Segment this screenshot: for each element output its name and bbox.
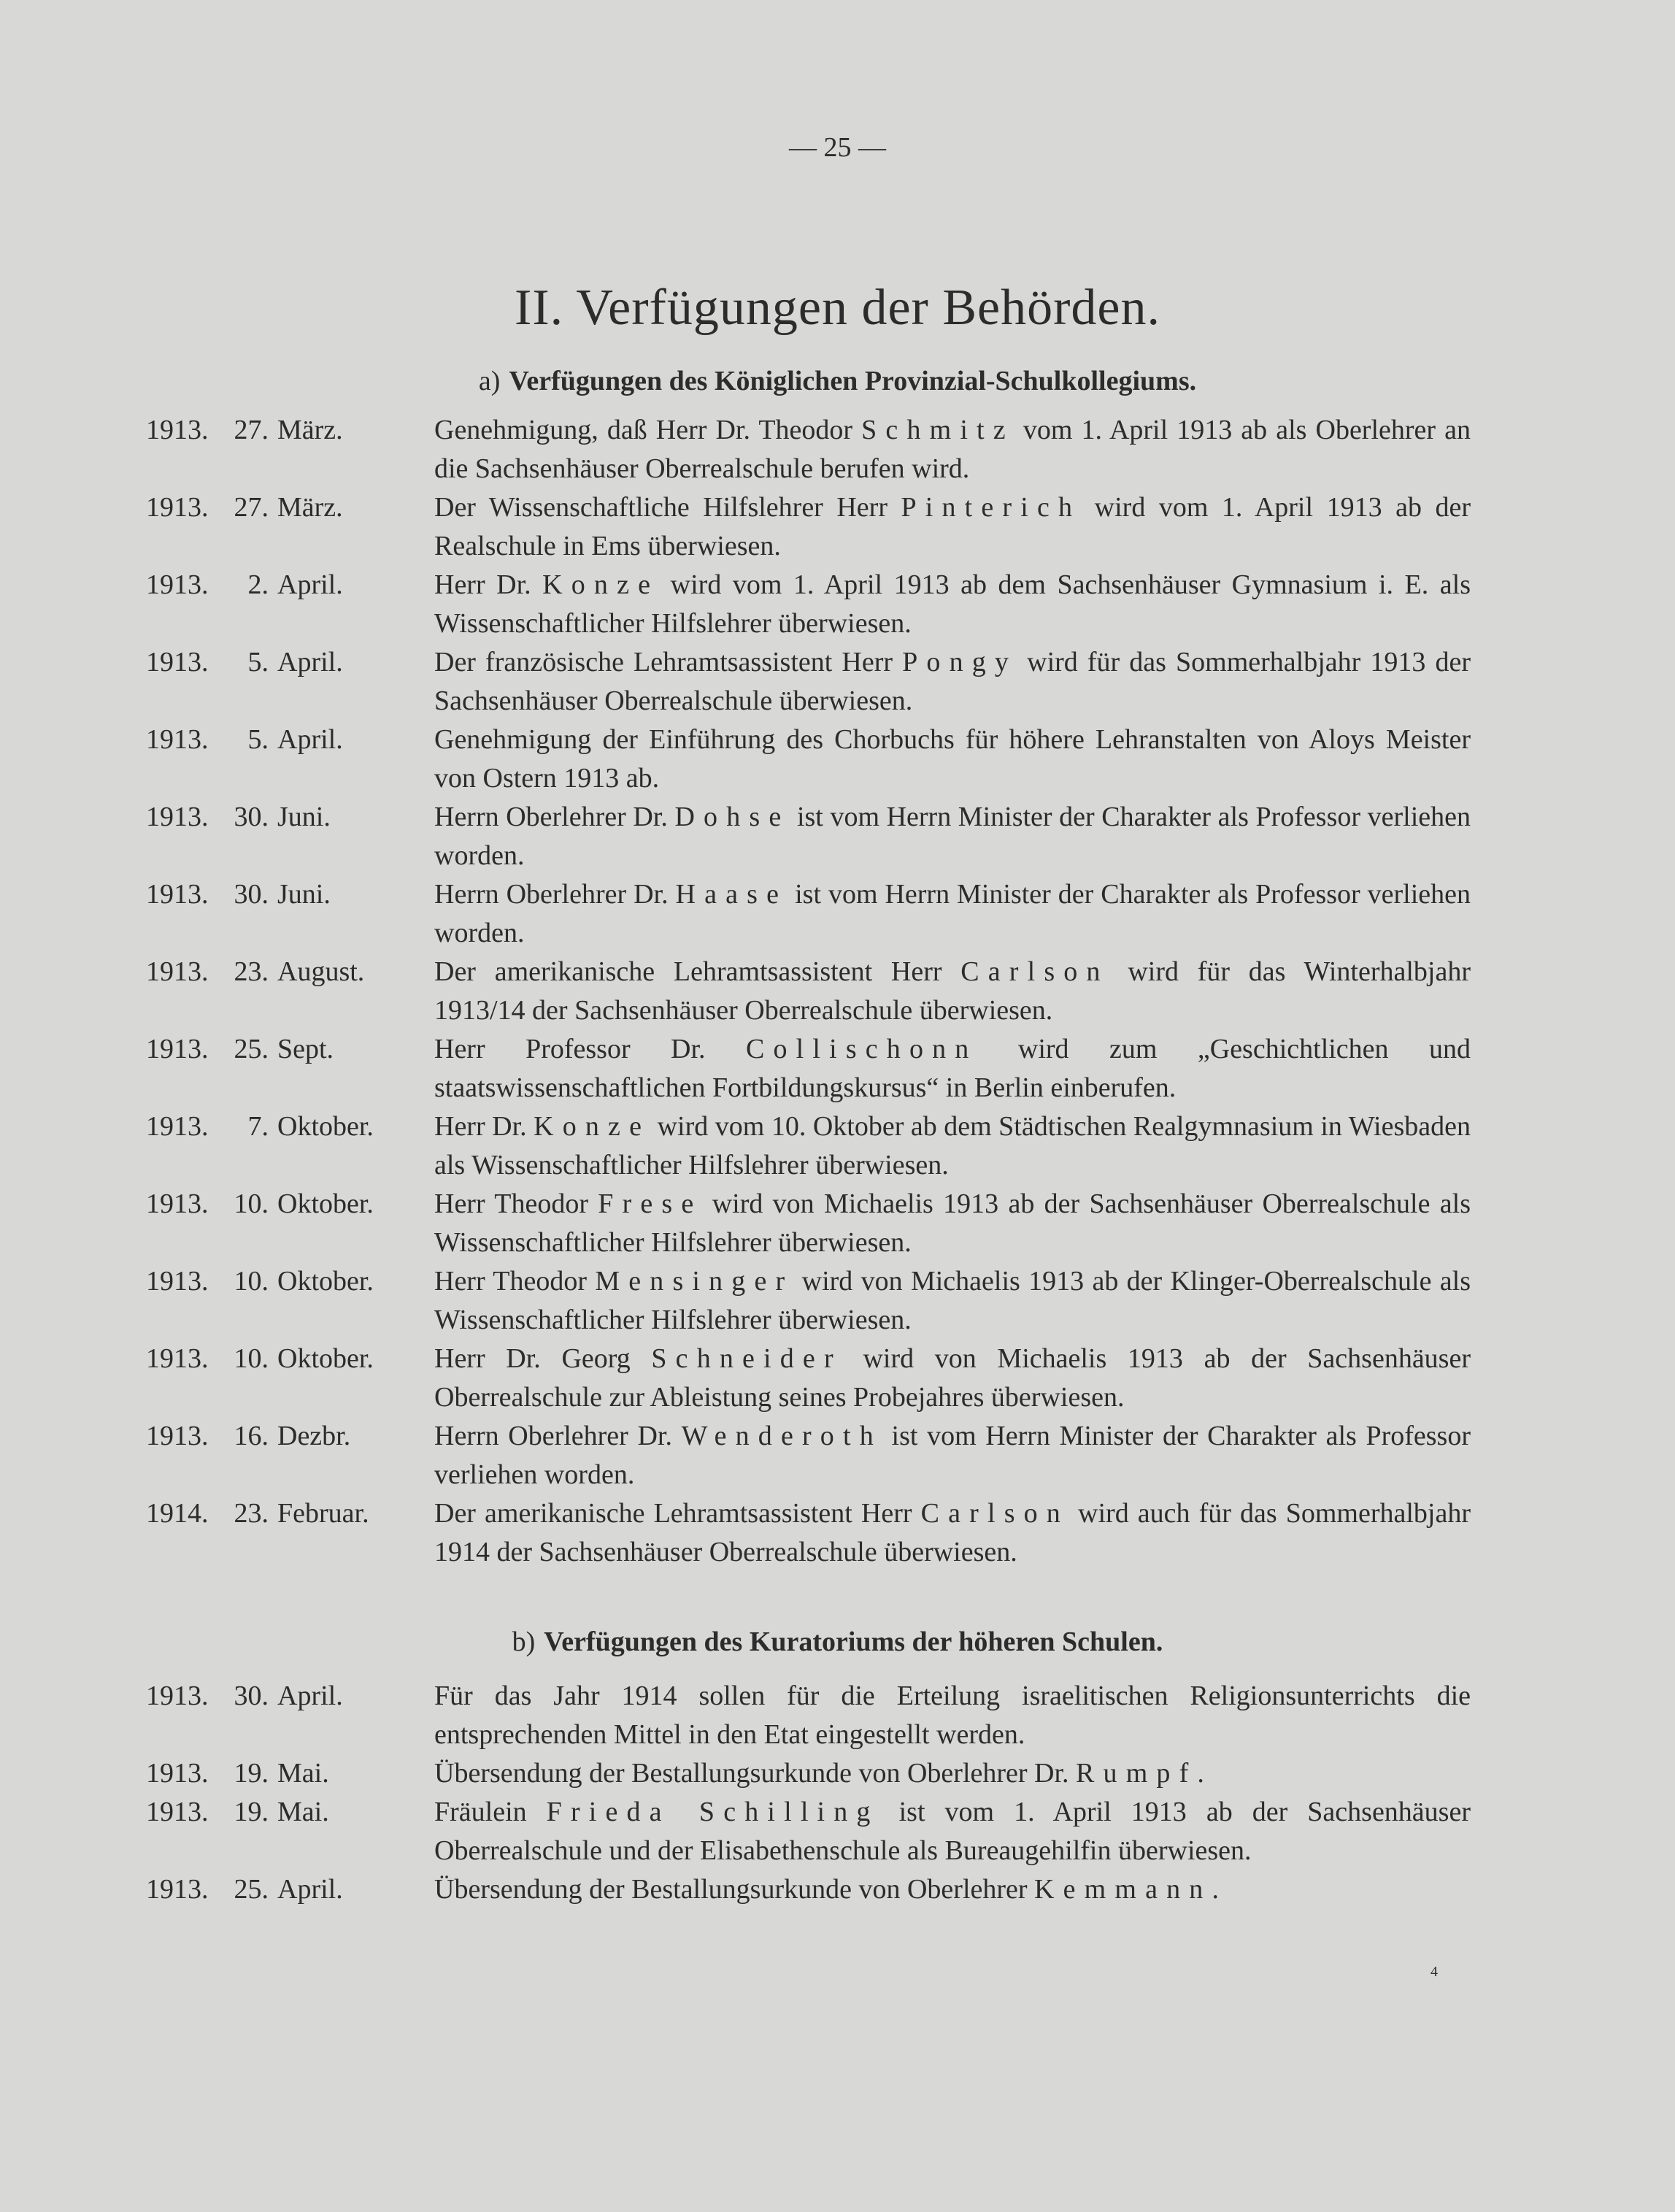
text-segment: Herr Professor Dr. — [434, 1034, 747, 1064]
entry-day: 23. — [234, 956, 269, 987]
entry-row — [146, 798, 1471, 875]
text-segment: wird für das Sommerhalbjahr 1913 der Sachsenhäuser Oberrealschule überwiesen. — [434, 647, 1471, 716]
text-segment: Herr Dr. — [434, 1111, 534, 1142]
entry-row — [146, 721, 1471, 798]
text-segment: Herr Dr. — [434, 569, 543, 600]
spaced-name: Collischonn — [746, 1034, 978, 1064]
entry-year: 1913. — [146, 956, 209, 987]
entry-month: Juni. — [277, 802, 331, 832]
text-segment: wird von Michaelis 1913 ab der Klinger-Oberrealschule als Wissenschaftlicher Hilfslehrer überwiesen. — [434, 1266, 1471, 1335]
entry-month: August. — [277, 956, 365, 987]
entry-day: 19. — [234, 1758, 269, 1789]
section-b-label: b) — [512, 1627, 536, 1657]
entry-row — [146, 1107, 1471, 1185]
spaced-name: Frese — [598, 1188, 703, 1219]
text-segment: vom 1. April 1913 ab als Oberlehrer an die Sachsenhäuser Oberrealschule berufen wird. — [434, 415, 1471, 484]
entry-day: 16. — [234, 1421, 269, 1451]
text-segment: wird vom 1. April 1913 ab dem Sachsenhäuser Gymnasium i. E. als Wissenschaftlicher Hilfslehrer überwiesen. — [434, 569, 1471, 639]
entry-month: Dezbr. — [277, 1421, 351, 1451]
text-segment: wird für das Winterhalbjahr 1913/14 der Sachsenhäuser Oberrealschule überwiesen. — [434, 956, 1471, 1026]
entry-month: Oktober. — [277, 1111, 374, 1142]
spaced-name: Carlson — [920, 1498, 1069, 1529]
text-segment: Der amerikanische Lehramtsassistent Herr — [434, 956, 961, 987]
entry-day: 10. — [234, 1188, 269, 1219]
entry-day: 30. — [234, 802, 269, 832]
entry-text — [434, 1030, 1471, 1107]
entry-month: März. — [277, 492, 343, 523]
entry-row — [146, 1754, 1471, 1793]
entry-text — [434, 1677, 1471, 1754]
entry-year: 1913. — [146, 415, 209, 445]
text-segment: wird vom 1. April 1913 ab der Realschule in Ems überwiesen. — [434, 492, 1471, 561]
text-segment: Herrn Oberlehrer Dr. — [434, 879, 676, 910]
entry-text — [434, 798, 1471, 875]
entry-day: 5. — [247, 724, 269, 755]
entry-year: 1913. — [146, 1266, 209, 1297]
entry-day: 27. — [234, 415, 269, 445]
entry-text — [434, 953, 1471, 1030]
entry-year: 1913. — [146, 492, 209, 523]
entry-row — [146, 1030, 1471, 1107]
entry-text — [434, 1870, 1471, 1909]
entry-month: April. — [277, 724, 343, 755]
entry-text — [434, 411, 1471, 488]
page-number: — 25 — — [789, 132, 886, 163]
entry-month: April. — [277, 569, 343, 600]
entry-text — [434, 1107, 1471, 1185]
spaced-name: Kemmann — [1034, 1874, 1212, 1905]
spaced-name: Wenderoth — [681, 1421, 882, 1451]
text-segment: wird von Michaelis 1913 ab der Sachsenhäuser Oberrealschule als Wissenschaftlicher Hilfslehrer überwiesen. — [434, 1188, 1471, 1258]
entry-day: 19. — [234, 1797, 269, 1827]
text-segment: Herr Dr. Georg — [434, 1343, 652, 1374]
entry-year: 1913. — [146, 647, 209, 677]
entry-month: Oktober. — [277, 1266, 374, 1297]
entry-text — [434, 1185, 1471, 1262]
entry-day: 10. — [234, 1343, 269, 1374]
entry-day: 23. — [234, 1498, 269, 1529]
section-a-title — [0, 365, 1675, 397]
entry-month: April. — [277, 647, 343, 677]
entry-text — [434, 875, 1471, 953]
text-segment: Genehmigung, daß Herr Dr. Theodor — [434, 415, 862, 445]
entry-year: 1913. — [146, 1874, 209, 1905]
signature-mark: 4 — [1431, 1964, 1438, 1980]
text-segment: Übersendung der Bestallungsurkunde von Oberlehrer Dr. — [434, 1758, 1077, 1789]
entry-year: 1913. — [146, 1421, 209, 1451]
text-segment: Herrn Oberlehrer Dr. — [434, 1421, 682, 1451]
entry-month: April. — [277, 1874, 343, 1905]
entry-year: 1914. — [146, 1498, 209, 1529]
entry-day: 30. — [234, 1681, 269, 1711]
entry-text — [434, 721, 1471, 798]
text-segment: Herr Theodor — [434, 1188, 598, 1219]
entry-text — [434, 566, 1471, 643]
entry-row — [146, 1870, 1471, 1909]
entry-day: 2. — [247, 569, 269, 600]
entry-month: April. — [277, 1681, 343, 1711]
text-segment: wird auch für das Sommerhalbjahr 1914 der Sachsenhäuser Oberrealschule überwiesen. — [434, 1498, 1471, 1567]
text-segment: Der Wissenschaftliche Hilfslehrer Herr — [434, 492, 901, 523]
section-a-heading: Verfügungen des Königlichen Provinzial-Schulkollegiums. — [509, 366, 1197, 396]
spaced-name: Mensinger — [595, 1266, 794, 1297]
text-segment: wird vom 10. Oktober ab dem Städtischen Realgymnasium in Wiesbaden als Wissenschaftlicher Hilfslehrer überwiesen. — [434, 1111, 1471, 1180]
spaced-name: Rumpf — [1076, 1758, 1198, 1789]
entry-year: 1913. — [146, 802, 209, 832]
entry-year: 1913. — [146, 1343, 209, 1374]
entry-row — [146, 953, 1471, 1030]
spaced-name: Frieda Schilling — [546, 1797, 879, 1827]
entry-month: März. — [277, 415, 343, 445]
entry-row — [146, 566, 1471, 643]
section-b-entries — [146, 1677, 1471, 1909]
entry-month: Februar. — [277, 1498, 369, 1529]
text-segment: ist vom 1. April 1913 ab der Sachsenhäuser Oberrealschule und der Elisabethenschule als Bureaugehilfin überwiesen. — [434, 1797, 1471, 1866]
text-segment: ist vom Herrn Minister der Charakter als Professor verliehen worden. — [434, 802, 1471, 871]
text-segment: Übersendung der Bestallungsurkunde von Oberlehrer — [434, 1874, 1035, 1905]
text-segment: Herr Theodor — [434, 1266, 596, 1297]
entry-day: 25. — [234, 1034, 269, 1064]
spaced-name: Haase — [675, 879, 788, 910]
entry-year: 1913. — [146, 1111, 209, 1142]
entry-row — [146, 1417, 1471, 1494]
entry-day: 25. — [234, 1874, 269, 1905]
spaced-name: Pinterich — [901, 492, 1082, 523]
spaced-name: Schmitz — [861, 415, 1014, 445]
entry-text — [434, 1754, 1471, 1793]
text-segment: Der amerikanische Lehramtsassistent Herr — [434, 1498, 921, 1529]
text-segment: . — [1212, 1874, 1219, 1905]
entry-month: Mai. — [277, 1758, 329, 1789]
entry-row — [146, 1185, 1471, 1262]
entry-text — [434, 1340, 1471, 1417]
entry-row — [146, 411, 1471, 488]
spaced-name: Pongy — [902, 647, 1018, 677]
text-segment: Für das Jahr 1914 sollen für die Erteilung israelitischen Religionsunterrichts die entsprechenden Mittel in den Etat eingestellt werden. — [434, 1681, 1471, 1750]
text-segment: . — [1197, 1758, 1204, 1789]
entry-text — [434, 488, 1471, 566]
entry-row — [146, 1677, 1471, 1754]
entry-text — [434, 1417, 1471, 1494]
entry-year: 1913. — [146, 569, 209, 600]
entry-year: 1913. — [146, 1681, 209, 1711]
entry-year: 1913. — [146, 1758, 209, 1789]
spaced-name: Konze — [534, 1111, 651, 1142]
text-segment: wird zum „Geschichtlichen und staatswissenschaftlichen Fortbildungskursus“ in Berlin einberufen. — [434, 1034, 1471, 1103]
entry-year: 1913. — [146, 1034, 209, 1064]
spaced-name: Dohse — [674, 802, 790, 832]
section-a-label: a) — [478, 366, 501, 396]
entry-month: Oktober. — [277, 1188, 374, 1219]
entry-row — [146, 488, 1471, 566]
text-segment: Genehmigung der Einführung des Chorbuchs für höhere Lehranstalten von Aloys Meister von Ostern 1913 ab. — [434, 724, 1471, 794]
entry-text — [434, 1262, 1471, 1340]
entry-day: 7. — [247, 1111, 269, 1142]
entry-month: Mai. — [277, 1797, 329, 1827]
spaced-name: Schneider — [651, 1343, 842, 1374]
spaced-name: Konze — [542, 569, 660, 600]
entry-row — [146, 875, 1471, 953]
section-b-title — [0, 1626, 1675, 1658]
entry-row — [146, 1793, 1471, 1870]
text-segment: wird von Michaelis 1913 ab der Sachsenhäuser Oberrealschule zur Ableistung seines Probejahres überwiesen. — [434, 1343, 1471, 1413]
entry-text — [434, 643, 1471, 721]
text-segment: Fräulein — [434, 1797, 547, 1827]
section-a-entries — [146, 411, 1471, 1572]
entry-day: 30. — [234, 879, 269, 910]
entry-month: Sept. — [277, 1034, 334, 1064]
text-segment: ist vom Herrn Minister der Charakter als Professor verliehen worden. — [434, 1421, 1471, 1490]
entry-row — [146, 1262, 1471, 1340]
entry-day: 27. — [234, 492, 269, 523]
entry-day: 10. — [234, 1266, 269, 1297]
entry-year: 1913. — [146, 724, 209, 755]
entry-month: Oktober. — [277, 1343, 374, 1374]
entry-text — [434, 1793, 1471, 1870]
entry-text — [434, 1494, 1471, 1572]
entry-month: Juni. — [277, 879, 331, 910]
entry-day: 5. — [247, 647, 269, 677]
entry-year: 1913. — [146, 879, 209, 910]
spaced-name: Carlson — [960, 956, 1109, 987]
entry-row — [146, 1494, 1471, 1572]
text-segment: Herrn Oberlehrer Dr. — [434, 802, 675, 832]
section-b-heading: Verfügungen des Kuratoriums der höheren Schulen. — [544, 1627, 1163, 1657]
text-segment: ist vom Herrn Minister der Charakter als Professor verliehen worden. — [434, 879, 1471, 948]
entry-row — [146, 1340, 1471, 1417]
entry-year: 1913. — [146, 1188, 209, 1219]
page-title: II. Verfügungen der Behörden. — [515, 280, 1160, 336]
entry-row — [146, 643, 1471, 721]
text-segment: Der französische Lehramtsassistent Herr — [434, 647, 903, 677]
entry-year: 1913. — [146, 1797, 209, 1827]
